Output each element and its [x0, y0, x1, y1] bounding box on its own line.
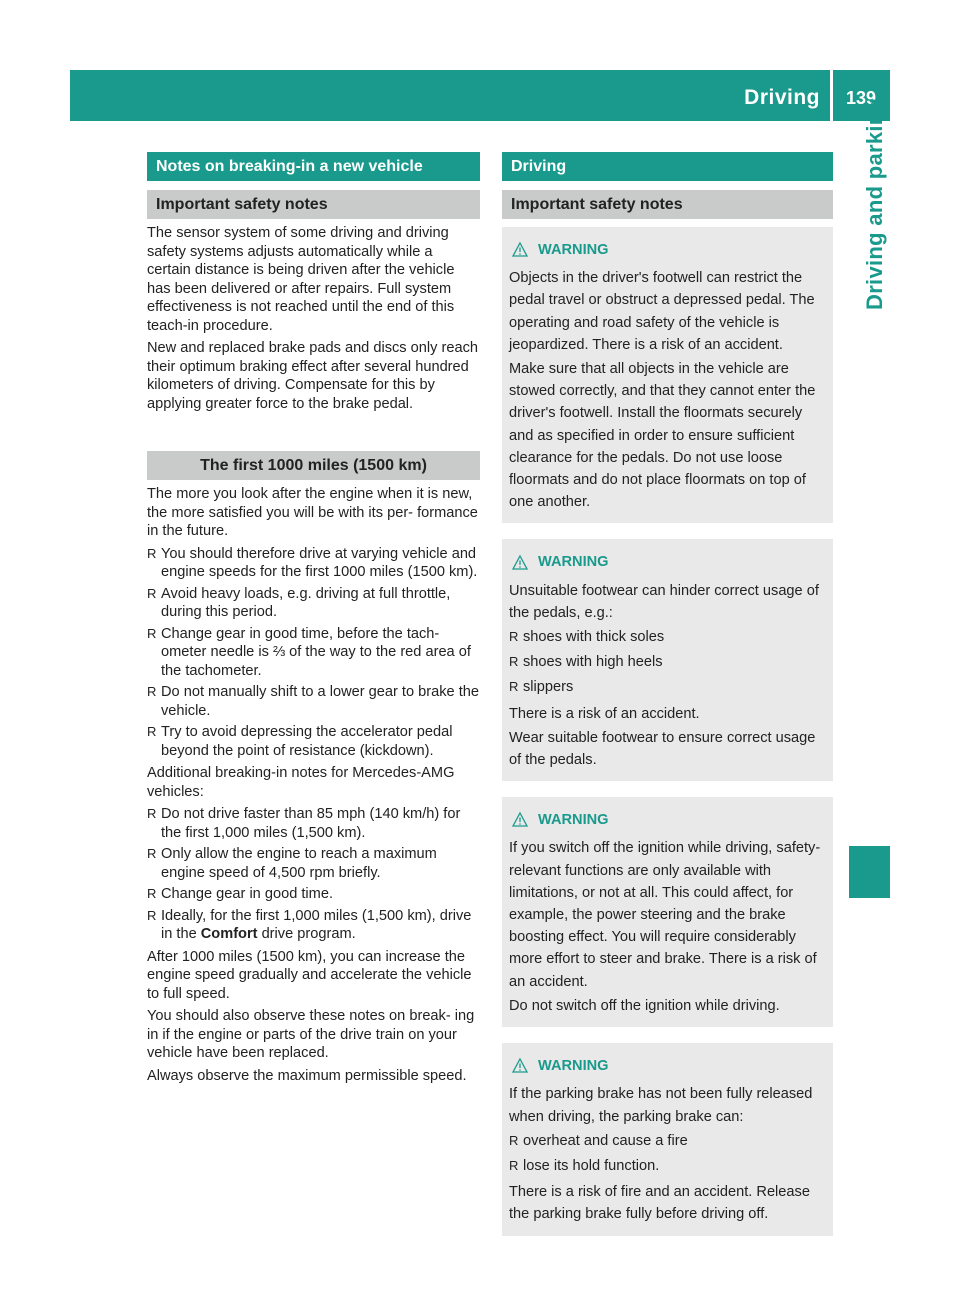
list-item: R Change gear in good time.	[147, 886, 333, 902]
section-heading-driving: Driving	[502, 152, 833, 181]
paragraph: Always observe the maximum permissible speed.	[147, 1067, 467, 1084]
bullet-icon: R	[147, 724, 157, 739]
list-item: R You should therefore drive at varying vehicle and engine speeds for the first 1000 miles (1500 km).	[147, 545, 478, 580]
bullet-icon: R	[147, 806, 157, 821]
bullet-list	[509, 1130, 825, 1177]
bullet-icon: R	[147, 684, 157, 699]
list-item: R Change gear in good time, before the tach- ometer needle is ⅔ of the way to the red area of the tachometer.	[147, 625, 471, 679]
subheading-safety-notes: Important safety notes	[502, 190, 833, 219]
paragraph: Do not switch off the ignition while driving.	[509, 997, 780, 1014]
paragraph: If you switch off the ignition while driving, safety-relevant functions are only available with limitations, or not at all. This could affect, for example, the power steering and the brake boosting effect. You will require considerably more effort to steer and brake. There is a risk of an accident.	[509, 840, 821, 990]
bullet-list	[509, 626, 825, 699]
bullet-icon: R	[147, 545, 157, 561]
warning-label: WARNING	[538, 1058, 609, 1075]
side-tab-label: Driving and parking	[862, 97, 887, 310]
list-item: R overheat and cause a fire	[509, 1130, 825, 1152]
paragraph: Objects in the driver's footwell can restrict the pedal travel or obstruct a depressed pedal. The operating and road safety of the vehicle is jeopardized. There is a risk of an accident.	[509, 270, 815, 353]
paragraph: There is a risk of an accident.	[509, 705, 700, 722]
bullet-icon: R	[509, 1132, 519, 1148]
warning-triangle-icon	[512, 811, 538, 829]
page-header-title: Driving	[744, 86, 820, 109]
warning-label: WARNING	[538, 554, 609, 571]
right-column	[502, 152, 833, 1252]
side-tab-marker	[849, 846, 890, 898]
warning-box-parking-brake	[502, 1043, 833, 1235]
header-divider	[830, 70, 833, 121]
comfort-program-label: Comfort	[200, 926, 258, 942]
bullet-icon: R	[147, 625, 157, 641]
subheading-safety-notes: Important safety notes	[147, 190, 480, 219]
list-item: R shoes with thick soles	[509, 626, 825, 648]
bullet-icon: R	[509, 1157, 519, 1173]
list-item: R Only allow the engine to reach a maximum engine speed of 4,500 rpm briefly.	[147, 846, 437, 881]
list-item: R lose its hold function.	[509, 1155, 825, 1177]
paragraph: Unsuitable footwear can hinder correct usage of the pedals, e.g.:	[509, 582, 819, 621]
paragraph: The more you look after the engine when it is new, the more satisfied you will be with its per- formance in the future.	[147, 486, 478, 539]
list-item: R Try to avoid depressing the accelerator pedal beyond the point of resistance (kickdown).	[147, 724, 453, 759]
list-item: R Do not manually shift to a lower gear to brake the vehicle.	[147, 684, 479, 719]
list-item: R shoes with high heels	[509, 651, 825, 673]
warning-triangle-icon	[512, 1057, 538, 1075]
bullet-icon: R	[147, 846, 157, 861]
paragraph: Additional breaking-in notes for Mercedes-AMG vehicles:	[147, 765, 455, 800]
paragraph: There is a risk of fire and an accident. Release the parking brake fully before driving off.	[509, 1184, 810, 1223]
page-number: 139	[845, 88, 877, 108]
paragraph: New and replaced brake pads and discs only reach their optimum braking effect after several hundred kilometers of driving. Compensate for this by applying greater force to the brake pedal.	[147, 340, 478, 412]
warning-box-ignition	[502, 797, 833, 1027]
bullet-icon: R	[509, 679, 519, 695]
paragraph: The sensor system of some driving and driving safety systems adjusts automatically while a certain distance is being driven after the vehicle has been delivered or after repairs. Full system effectiveness is not reached until the end of this teach-in procedure.	[147, 225, 455, 334]
warning-triangle-icon	[512, 554, 538, 572]
bullet-list	[147, 545, 480, 761]
paragraph: After 1000 miles (1500 km), you can increase the engine speed gradually and accelerate the vehicle to full speed.	[147, 948, 472, 1002]
bullet-icon: R	[147, 886, 157, 901]
list-item: R Ideally, for the first 1,000 miles (1,500 km), drive in the Comfort drive program.	[147, 907, 472, 942]
subheading-first-1000-miles: The first 1000 miles (1500 km)	[147, 451, 480, 480]
warning-label: WARNING	[538, 812, 609, 829]
warning-box-footwear	[502, 539, 833, 781]
bullet-icon: R	[509, 654, 519, 670]
list-item: R slippers	[509, 676, 825, 698]
paragraph: If the parking brake has not been fully released when driving, the parking brake can:	[509, 1086, 813, 1125]
bullet-icon: R	[509, 629, 519, 645]
list-item: R Do not drive faster than 85 mph (140 km/h) for the first 1,000 miles (1,500 km).	[147, 806, 461, 841]
warning-box-footwell	[502, 227, 833, 523]
section-heading-breaking-in: Notes on breaking-in a new vehicle	[147, 152, 480, 181]
list-item: R Avoid heavy loads, e.g. driving at full throttle, during this period.	[147, 585, 451, 620]
paragraph: Wear suitable footwear to ensure correct usage of the pedals.	[509, 729, 816, 769]
bullet-list	[147, 805, 480, 944]
warning-label: WARNING	[538, 242, 609, 258]
warning-triangle-icon	[512, 241, 538, 259]
bullet-icon: R	[147, 907, 157, 923]
paragraph: You should also observe these notes on break- ing in if the engine or parts of the drive train on your vehicle have been replaced.	[147, 1008, 475, 1061]
paragraph: Make sure that all objects in the vehicle are stowed correctly, and that they cannot enter the driver's footwell. Install the floormats securely and as specified in order to ensure sufficient clearance for the pedals. Do not use loose floormats and do not place floormats on top of one another.	[509, 361, 816, 511]
left-column	[147, 152, 480, 1089]
bullet-icon: R	[147, 585, 157, 601]
